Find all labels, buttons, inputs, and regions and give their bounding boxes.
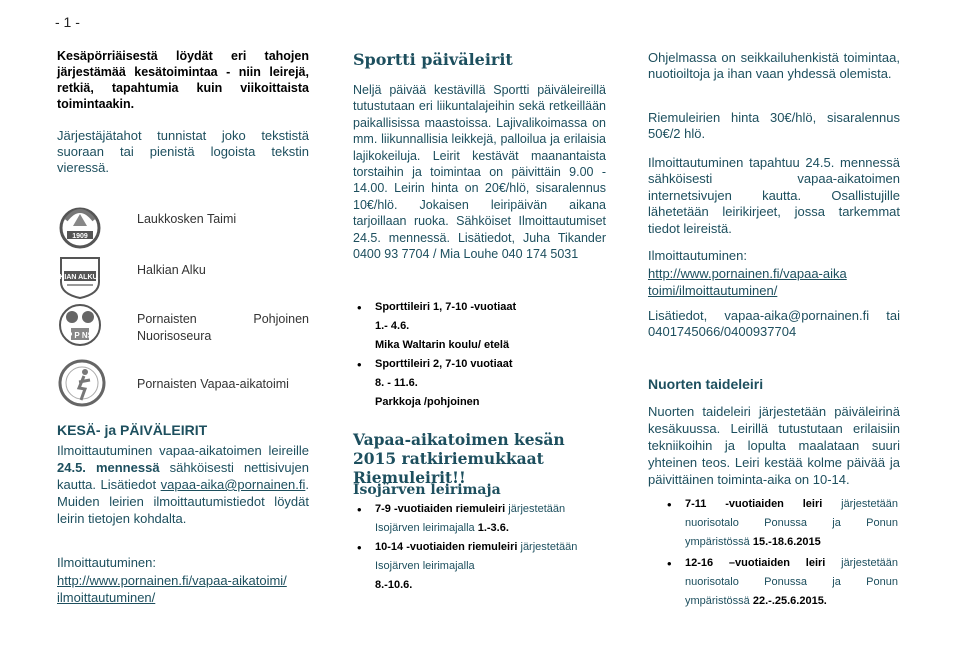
list-item: [353, 298, 606, 355]
sport-camp-1-dates: 1.- 4.6.: [375, 320, 410, 332]
sport-text: Neljä päivää kestävillä Sportti päiväleireillä tutustutaan eri liikuntalajeihin sekä retkeillään paikallisissa maastoissa. Lajivalikoimassa on mm. liikunnallisia leikkejä, palloilua ja erilaisia lajikokeiluja. Leirit kestävät maanantaista torstaihin ja toimintaa on päivittäin 9.00 - 14.00. Leirin hinta on 20€/hlö, sisaralennus 10€/hlö. Jokaisen leiripäivän aikana tarjoillaan ruoka. Sähköiset Ilmoittautumiset 24.5. mennessä. Lisätiedot, Juha Tikander 0400 93 7704 / Mia Louhe 040 174 5031: [353, 83, 606, 262]
list-item: [663, 554, 898, 611]
taimi-logo-year: 1909: [72, 233, 88, 240]
list-item: [353, 538, 585, 595]
signup-link[interactable]: http://www.pornainen.fi/vapaa-aikatoimi/ilmoittautuminen/: [57, 573, 287, 605]
art-heading: Nuorten taideleiri: [648, 376, 764, 392]
signup-label: Ilmoittautuminen:: [57, 555, 156, 570]
camps-text: [57, 442, 309, 527]
org-vapaa-aikatoimi: Pornaisten Vapaa-aikatoimi: [137, 377, 289, 391]
art-item-2-title: 12-16 –vuotiaiden leiri: [685, 557, 826, 569]
sport-heading: Sportti päiväleirit: [353, 50, 513, 69]
org-pornaisten-nuorisoseura: [137, 311, 309, 345]
camps-text-1: Ilmoittautuminen vapaa-aikatoimen leireille: [57, 443, 309, 458]
art-text: Nuorten taideleiri järjestetään päiväleirinä kesäkuussa. Leirillä tutustutaan erilaisiin tekniikoihin ja lopulta maalataan suuri yhteinen teos. Leiri kestää kolme päivää ja päivittäinen toiminta-aika on 10-14.: [648, 404, 900, 487]
isojarvi-item-2-title: 10-14 -vuotiaiden riemuleiri: [375, 541, 518, 553]
price-text: Riemuleirien hinta 30€/hlö, sisaralennus 50€/2 hlö.: [648, 110, 900, 141]
halkian-alku-logo-text: HALKIAN ALKU 1926: [44, 274, 116, 281]
sport-camp-1-title: • Sporttileiri 1, 7-10 -vuotiaat: [375, 301, 517, 313]
org-nuorisoseura-name: Pornaisten Nuorisoseura: [137, 312, 212, 343]
isojarvi-item-2-text: järjestetään Isojärven leirimajalla: [375, 541, 578, 572]
sport-camp-2-place: Parkkoja /pohjoinen: [375, 396, 480, 408]
riemu-heading: Vapaa-aikatoimen kesän 2015 ratkiriemukkaat Riemuleirit!!: [353, 430, 565, 487]
sport-camp-2-title: • Sporttileiri 2, 7-10 vuotiaat: [375, 358, 513, 370]
art-item-2-text: järjestetään nuorisotalo Ponussa ja Ponun ympäristössä: [685, 557, 898, 607]
camps-email-link[interactable]: vapaa-aika@pornainen.fi: [160, 477, 306, 492]
halkian-alku-logo-icon: [44, 254, 116, 300]
art-item-1-text: järjestetään nuorisotalo Ponussa ja Ponun ympäristössä: [685, 498, 898, 548]
list-item: [663, 495, 898, 552]
organizers-note: Järjestäjätahot tunnistat joko tekstistä suoraan tai pienistä logoista tekstin vieressä.: [57, 128, 309, 175]
list-item: [353, 500, 585, 538]
program-text: Ohjelmassa on seikkailuhenkistä toimintaa, nuotioiltoja ja ihan vaan yhdessä olemista.: [648, 50, 900, 81]
camps-deadline: 24.5. mennessä: [57, 460, 160, 475]
org-laukkosken-taimi: Laukkosken Taimi: [137, 212, 237, 226]
camps-heading: KESÄ- ja PÄIVÄLEIRIT: [57, 422, 208, 438]
registration-text: Ilmoittautuminen tapahtuu 24.5. mennessä sähköisesti vapaa-aikatoimen internetsivujen kautta. Osallistujille lähetetään leirikirjeet, jossa tarkemmat tiedot leireistä.: [648, 155, 900, 236]
sport-camp-list: [353, 298, 606, 412]
page-number: - 1 -: [55, 14, 80, 30]
isojarvi-item-1-title: 7-9 -vuotiaiden riemuleiri: [375, 503, 506, 515]
camps-text-3: . Muiden leirien ilmoittautumistiedot löydät leirin tietojen kohdalta.: [57, 477, 309, 526]
org-halkian-alku: Halkian Alku: [137, 263, 206, 277]
vapaa-aikatoimi-logo-icon: [57, 358, 107, 408]
art-list: [663, 495, 898, 611]
signup-label: Ilmoittautuminen:: [648, 248, 747, 263]
isojarvi-heading: Isojärven leirimaja: [353, 482, 501, 498]
org-pohjoinen: Pohjoinen: [253, 312, 309, 326]
signup-link[interactable]: http://www.pornainen.fi/vapaa-aikatoimi/ilmoittautuminen/: [648, 266, 847, 298]
nuorisoseura-logo-text: P P NS: [67, 331, 93, 340]
art-item-1-dates: 15.-18.6.2015: [752, 536, 821, 548]
taimi-logo-icon: [57, 204, 103, 250]
isojarvi-item-1-dates: 1.-3.6.: [477, 522, 509, 534]
isojarvi-list: [353, 500, 606, 595]
art-item-2-dates: 22.-.25.6.2015.: [752, 595, 827, 607]
art-item-1-title: 7-11 -vuotiaiden leiri: [685, 498, 823, 510]
camps-text-2: sähköisesti nettisivujen kautta. Lisätiedot: [57, 460, 309, 492]
sport-camp-2-dates: 8. - 11.6.: [375, 377, 418, 389]
isojarvi-item-2-dates: 8.-10.6.: [375, 579, 413, 591]
isojarvi-item-1-text: järjestetään Isojärven leirimajalla: [375, 503, 566, 534]
pornaisten-nuorisoseura-logo-icon: [57, 302, 103, 348]
list-item: [353, 355, 606, 412]
intro-text: Kesäpörriäisestä löydät eri tahojen järjestämää kesätoimintaa - niin leirejä, retkiä, tapahtumia kuin viikoittaista toimintaakin.: [57, 49, 309, 111]
info-text: Lisätiedot, vapaa-aika@pornainen.fi tai 0401745066/0400937704: [648, 308, 900, 339]
sport-camp-1-place: Mika Waltarin koulu/ etelä: [375, 339, 510, 351]
